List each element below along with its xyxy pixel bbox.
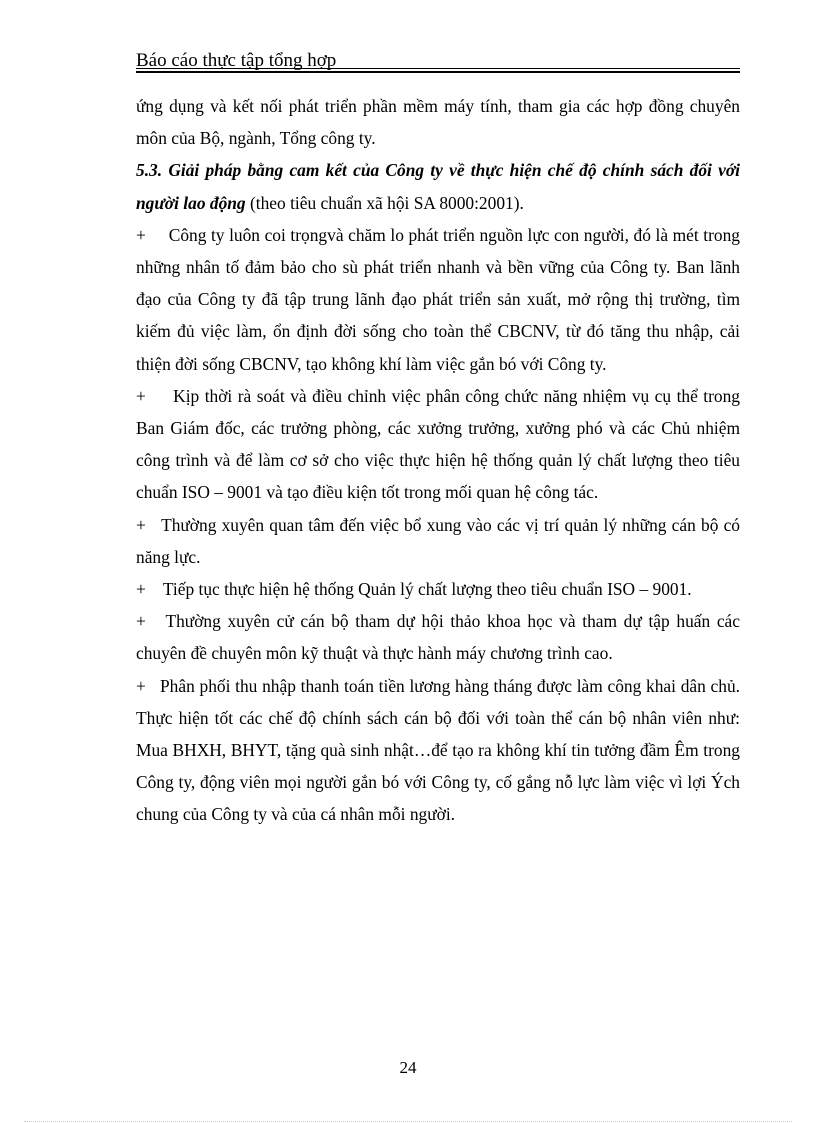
section-heading-suffix: (theo tiêu chuẩn xã hội SA 8000:2001).: [245, 192, 524, 213]
list-item: + Thường xuyên quan tâm đến việc bổ xung vào các vị trí quản lý những cán bộ có năng lực.: [136, 514, 740, 567]
paragraph-intro: ứng dụng và kết nối phát triển phần mềm máy tính, tham gia các hợp đồng chuyên môn của Bộ, ngành, Tổng công ty.: [136, 96, 740, 149]
section-heading: 5.3. Giải pháp bằng cam kết của Công ty về thực hiện chế độ chính sách đối với người lao động: [136, 160, 740, 213]
list-item: + Phân phối thu nhập thanh toán tiền lương hàng tháng được làm công khai dân chủ. Thực hiện tốt các chế độ chính sách cán bộ đối với toàn thể cán bộ nhân viên như: Mua BHXH, BHYT, tặng quà sinh nhật…để tạo ra không khí tin tưởng đầm Êm trong Công ty, động viên mọi người gắn bó với Công ty, cố gắng nỗ lực làm việc vì lợi Ých chung của Công ty và của cá nhân mỗi người.: [136, 675, 740, 825]
header-rule: [136, 68, 740, 69]
footer-divider: [24, 1121, 792, 1122]
page-number: 24: [399, 1058, 417, 1077]
page-header: [136, 48, 740, 74]
header-title: Báo cáo thực tập tổng hợp: [136, 50, 337, 71]
document-body: [136, 90, 740, 831]
section-heading-paragraph: [136, 154, 740, 218]
header-rule-thick: [136, 71, 740, 73]
list-item: + Tiếp tục thực hiện hệ thống Quản lý chất lượng theo tiêu chuẩn ISO – 9001.: [136, 579, 692, 600]
list-item: + Thường xuyên cử cán bộ tham dự hội thảo khoa học và tham dự tập huấn các chuyên đề chuyên môn kỹ thuật và thực hành máy chương trình cao.: [136, 611, 740, 664]
list-item: + Công ty luôn coi trọngvà chăm lo phát triển nguồn lực con người, đó là mét trong những nhân tố đảm bảo cho sù phát triển nhanh và bền vững của Công ty. Ban lãnh đạo của Công ty đã tập trung lãnh đạo phát triển sản xuất, mở rộng thị trường, tìm kiếm đủ việc làm, ổn định đời sống cho toàn thể CBCNV, từ đó tăng thu nhập, cải thiện đời sống CBCNV, tạo không khí làm việc gắn bó với Công ty.: [136, 224, 740, 374]
list-item: + Kịp thời rà soát và điều chỉnh việc phân công chức năng nhiệm vụ cụ thể trong Ban Giám đốc, các trưởng phòng, các xưởng trưởng, xưởng phó và các Chủ nhiệm công trình và để làm cơ sở cho việc thực hiện hệ thống quản lý chất lượng theo tiêu chuẩn ISO – 9001 và tạo điều kiện tốt trong mối quan hệ công tác.: [136, 385, 740, 503]
